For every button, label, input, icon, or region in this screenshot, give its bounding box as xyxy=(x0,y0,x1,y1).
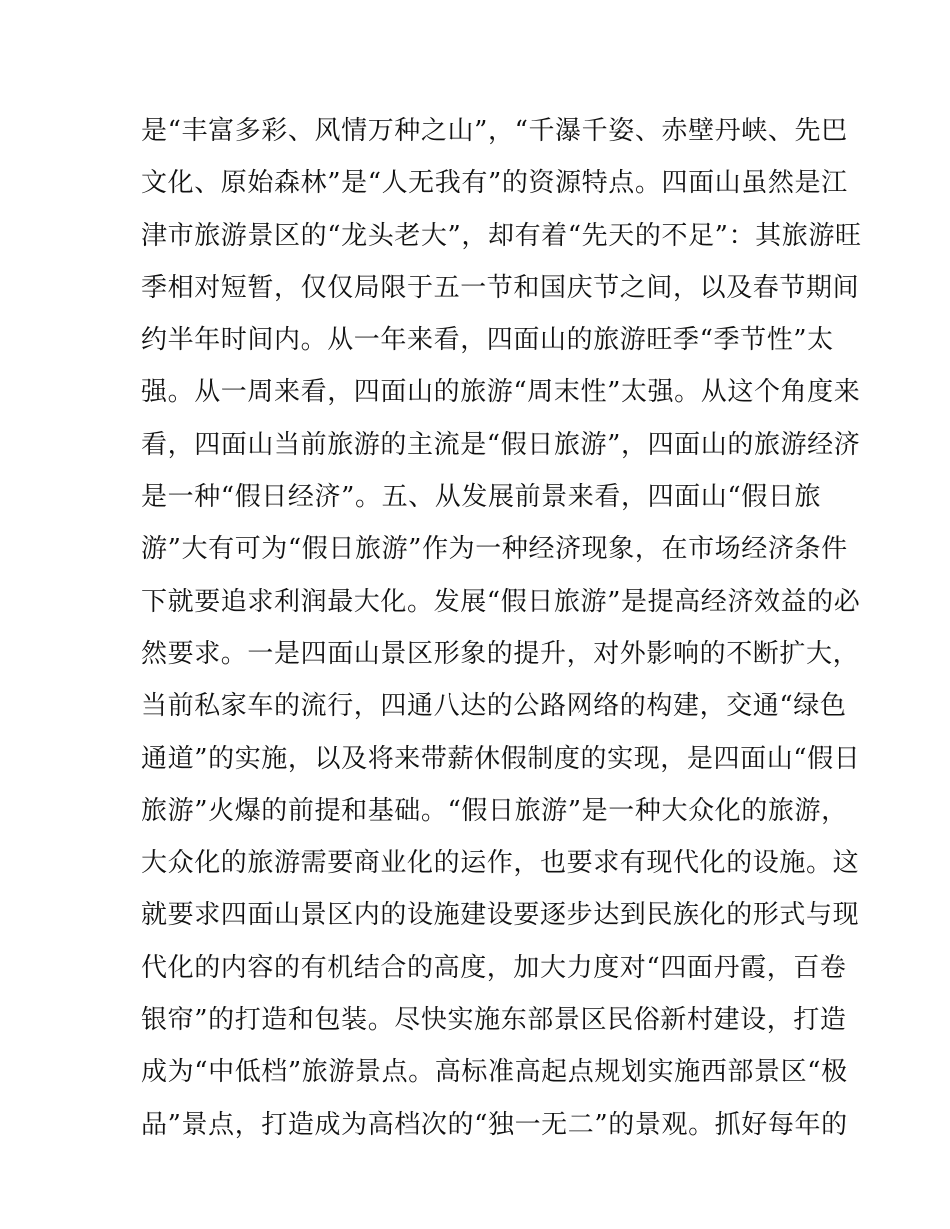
text-line: 通道”的实施，以及将来带薪休假制度的实现，是四面山“假日 xyxy=(141,743,861,774)
body-paragraph xyxy=(141,111,862,1157)
text-line: 旅游”火爆的前提和基础。“假日旅游”是一种大众化的旅游， xyxy=(141,795,848,826)
text-line: 下就要追求利润最大化。发展“假日旅游”是提高经济效益的必 xyxy=(141,586,861,617)
text-line: 银帘”的打造和包装。尽快实施东部景区民俗新村建设，打造 xyxy=(141,1005,847,1036)
text-line: 品”景点，打造成为高档次的“独一无二”的景观。抓好每年的 xyxy=(141,1109,848,1140)
text-line: 文化、原始森林”是“人无我有”的资源特点。四面山虽然是江 xyxy=(141,168,848,199)
text-line: 强。从一周来看，四面山的旅游“周末性”太强。从这个角度来 xyxy=(141,377,861,408)
text-line: 季相对短暂，仅仅局限于五一节和国庆节之间，以及春节期间 xyxy=(141,272,860,303)
text-line: 看，四面山当前旅游的主流是“假日旅游”，四面山的旅游经济 xyxy=(141,429,861,460)
text-line: 当前私家车的流行，四通八达的公路网络的构建，交通“绿色 xyxy=(141,691,847,722)
text-line: 游”大有可为“假日旅游”作为一种经济现象，在市场经济条件 xyxy=(141,534,848,565)
text-line: 代化的内容的有机结合的高度，加大力度对“四面丹霞，百卷 xyxy=(141,952,847,983)
text-line: 大众化的旅游需要商业化的运作，也要求有现代化的设施。这 xyxy=(141,848,860,879)
text-line: 然要求。一是四面山景区形象的提升，对外影响的不断扩大， xyxy=(141,638,860,669)
text-line: 就要求四面山景区内的设施建设要逐步达到民族化的形式与现 xyxy=(141,900,860,931)
text-line: 津市旅游景区的“龙头老大”，却有着“先天的不足”：其旅游旺 xyxy=(141,220,862,251)
text-line: 是一种“假日经济”。五、从发展前景来看，四面山“假日旅 xyxy=(141,482,822,513)
text-line: 是“丰富多彩、风情万种之山”，“千瀑千姿、赤壁丹峡、先巴 xyxy=(141,116,848,146)
text-line: 成为“中低档”旅游景点。高标准高起点规划实施西部景区“极 xyxy=(141,1057,848,1088)
text-line: 约半年时间内。从一年来看，四面山的旅游旺季“季节性”太 xyxy=(141,325,834,356)
